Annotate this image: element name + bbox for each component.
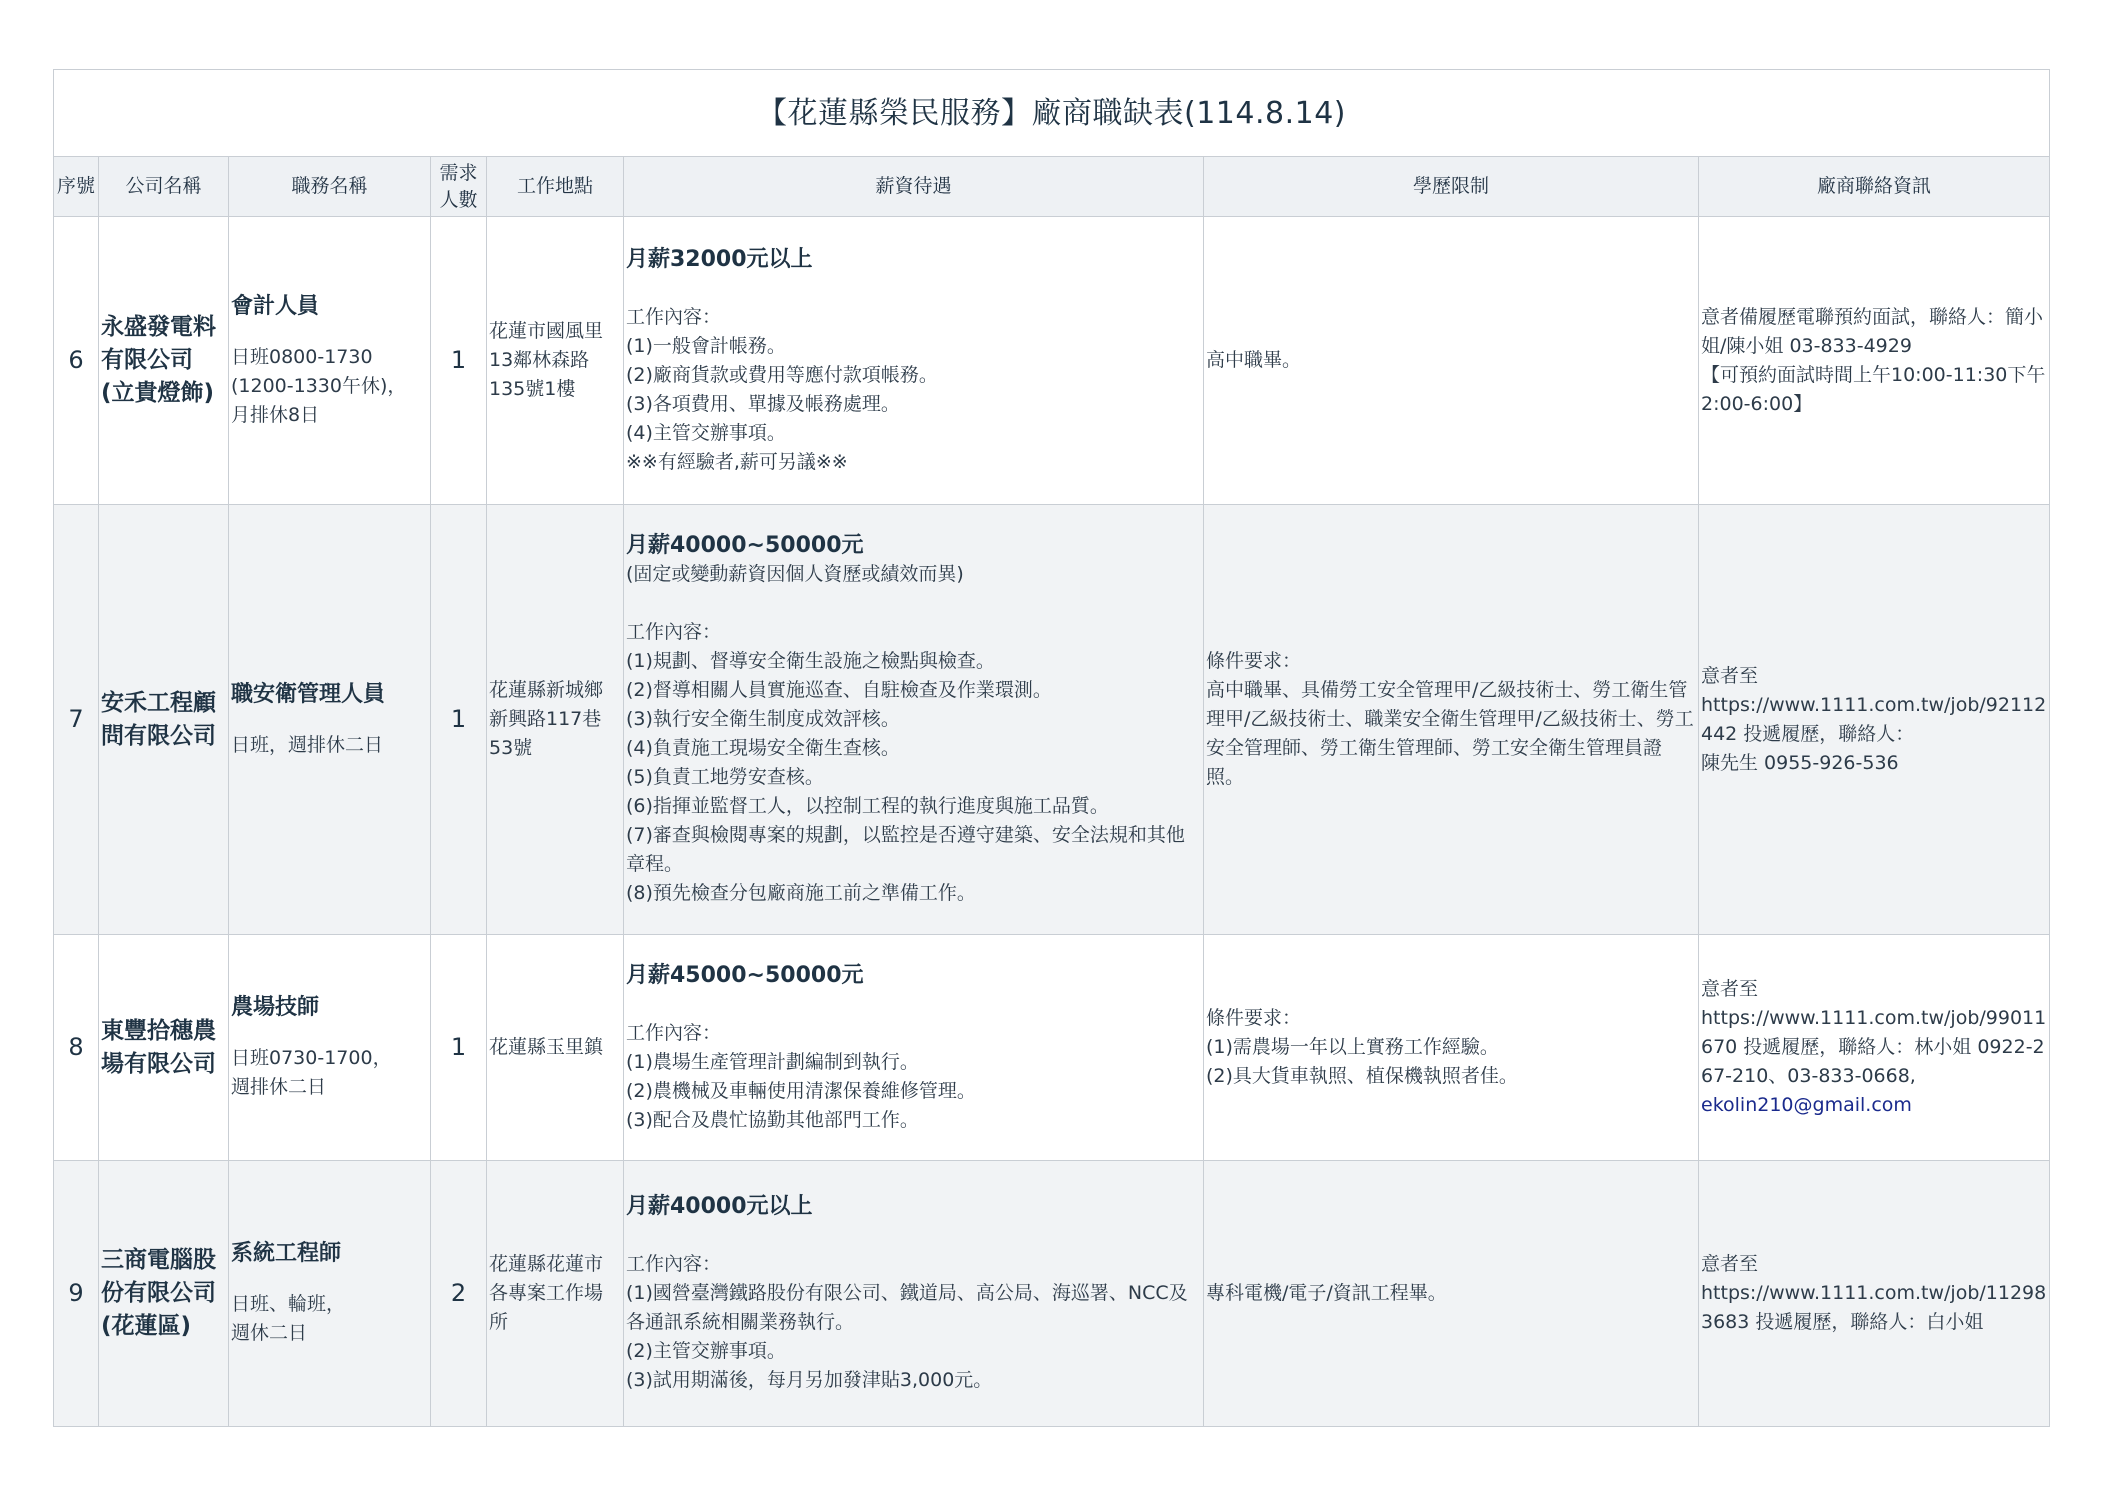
job-schedule: 日班0730-1700， 週排休二日	[231, 1047, 392, 1098]
row-number: 6	[54, 217, 99, 505]
salary-details: 工作內容： (1)國營臺灣鐵路股份有限公司、鐵道局、高公局、海巡署、NCC及各通訊系統相關業務執行。 (2)主管交辦事項。 (3)試用期滿後，每月另加發津貼3,000元。	[626, 1253, 1188, 1391]
salary-cell	[624, 217, 1204, 505]
contact-email-link[interactable]: ekolin210@gmail.com	[1701, 1094, 1912, 1116]
header-salary: 薪資待遇	[624, 157, 1204, 217]
title-row	[54, 70, 2050, 157]
work-location: 花蓮縣新城鄉 新興路117巷 53號	[487, 505, 624, 935]
headcount: 2	[431, 1161, 487, 1427]
salary-headline: 月薪40000~50000元	[626, 533, 864, 558]
row-number: 8	[54, 935, 99, 1161]
header-location: 工作地點	[487, 157, 624, 217]
salary-note: (固定或變動薪資因個人資歷或績效而異)	[626, 563, 964, 585]
work-location: 花蓮縣花蓮市 各專案工作場 所	[487, 1161, 624, 1427]
headcount: 1	[431, 505, 487, 935]
salary-details: 工作內容： (1)規劃、督導安全衛生設施之檢點與檢查。 (2)督導相關人員實施巡查、自駐檢查及作業環測。 (3)執行安全衛生制度成效評核。 (4)負責施工現場安全衛生查核。 (5)負責工地勞安查核。 (6)指揮並監督工人，以控制工程的執行進度與施工品質。 (7)審查與檢閱專案的規劃，以監控是否遵守建築、安全法規和其他章程。 (8)預先檢查分包廠商施工前之準備工作。	[626, 621, 1185, 904]
header-count: 需求人數	[431, 157, 487, 217]
job-title: 會計人員	[231, 293, 320, 319]
salary-headline: 月薪40000元以上	[626, 1194, 813, 1219]
header-row	[54, 157, 2050, 217]
row-number: 9	[54, 1161, 99, 1427]
headcount: 1	[431, 935, 487, 1161]
headcount: 1	[431, 217, 487, 505]
job-title: 農場技師	[231, 995, 320, 1020]
job-cell	[229, 935, 431, 1161]
company-name: 三商電腦股份有限公司(花蓮區)	[99, 1161, 229, 1427]
job-cell	[229, 1161, 431, 1427]
row-number: 7	[54, 505, 99, 935]
table-row	[54, 935, 2050, 1161]
salary-cell	[624, 935, 1204, 1161]
education-requirement: 條件要求： 高中職畢、具備勞工安全管理甲/乙級技術士、勞工衛生管理甲/乙級技術士、職業安全衛生管理甲/乙級技術士、勞工安全管理師、勞工衛生管理師、勞工安全衛生管理員證照。	[1204, 505, 1699, 935]
company-name: 東豐拾穗農場有限公司	[99, 935, 229, 1161]
header-no: 序號	[54, 157, 99, 217]
contact-info: 意者至 https://www.1111.com.tw/job/92112442 投遞履歷，聯絡人： 陳先生 0955-926-536	[1699, 505, 2050, 935]
table-row	[54, 505, 2050, 935]
education-requirement: 專科電機/電子/資訊工程畢。	[1204, 1161, 1699, 1427]
contact-info: 意者至 https://www.1111.com.tw/job/99011670 投遞履歷，聯絡人：林小姐 0922-267-210、03-833-0668,	[1701, 978, 2047, 1087]
contact-info: 意者備履歷電聯預約面試，聯絡人：簡小姐/陳小姐 03-833-4929 【可預約面試時間上午10:00-11:30下午2:00-6:00】	[1699, 217, 2050, 505]
job-schedule: 日班0800-1730 (1200-1330午休)， 月排休8日	[231, 345, 407, 426]
header-education: 學歷限制	[1204, 157, 1699, 217]
job-schedule: 日班，週排休二日	[231, 733, 384, 756]
header-contact: 廠商聯絡資訊	[1699, 157, 2050, 217]
job-title: 系統工程師	[231, 1241, 342, 1266]
company-name: 永盛發電料有限公司(立貴燈飾)	[99, 217, 229, 505]
page-title: 【花蓮縣榮民服務】廠商職缺表(114.8.14)	[54, 70, 2050, 157]
contact-cell	[1699, 935, 2050, 1161]
table-row	[54, 1161, 2050, 1427]
contact-info: 意者至 https://www.1111.com.tw/job/112983683 投遞履歷，聯絡人：白小姐	[1699, 1161, 2050, 1427]
company-name: 安禾工程顧問有限公司	[99, 505, 229, 935]
salary-details: 工作內容： (1)農場生產管理計劃編制到執行。 (2)農機械及車輛使用清潔保養維修管理。 (3)配合及農忙協勤其他部門工作。	[626, 1021, 976, 1131]
job-title: 職安衛管理人員	[231, 681, 386, 707]
job-schedule: 日班、輪班， 週休二日	[231, 1293, 346, 1344]
salary-details: 工作內容： (1)一般會計帳務。 (2)廠商貨款或費用等應付款項帳務。 (3)各項費用、單據及帳務處理。 (4)主管交辦事項。 ※※有經驗者,薪可另議※※	[626, 305, 938, 473]
salary-headline: 月薪45000~50000元	[626, 962, 864, 988]
table-row	[54, 217, 2050, 505]
salary-cell	[624, 505, 1204, 935]
header-job: 職務名稱	[229, 157, 431, 217]
education-requirement: 條件要求： (1)需農場一年以上實務工作經驗。 (2)具大貨車執照、植保機執照者佳。	[1204, 935, 1699, 1161]
salary-cell	[624, 1161, 1204, 1427]
job-table-sheet	[53, 69, 2049, 1427]
education-requirement: 高中職畢。	[1204, 217, 1699, 505]
job-cell	[229, 505, 431, 935]
job-cell	[229, 217, 431, 505]
salary-headline: 月薪32000元以上	[626, 246, 813, 272]
job-vacancy-table	[53, 69, 2050, 1427]
header-company: 公司名稱	[99, 157, 229, 217]
work-location: 花蓮縣玉里鎮	[487, 935, 624, 1161]
work-location: 花蓮市國風里 13鄰林森路 135號1樓	[487, 217, 624, 505]
